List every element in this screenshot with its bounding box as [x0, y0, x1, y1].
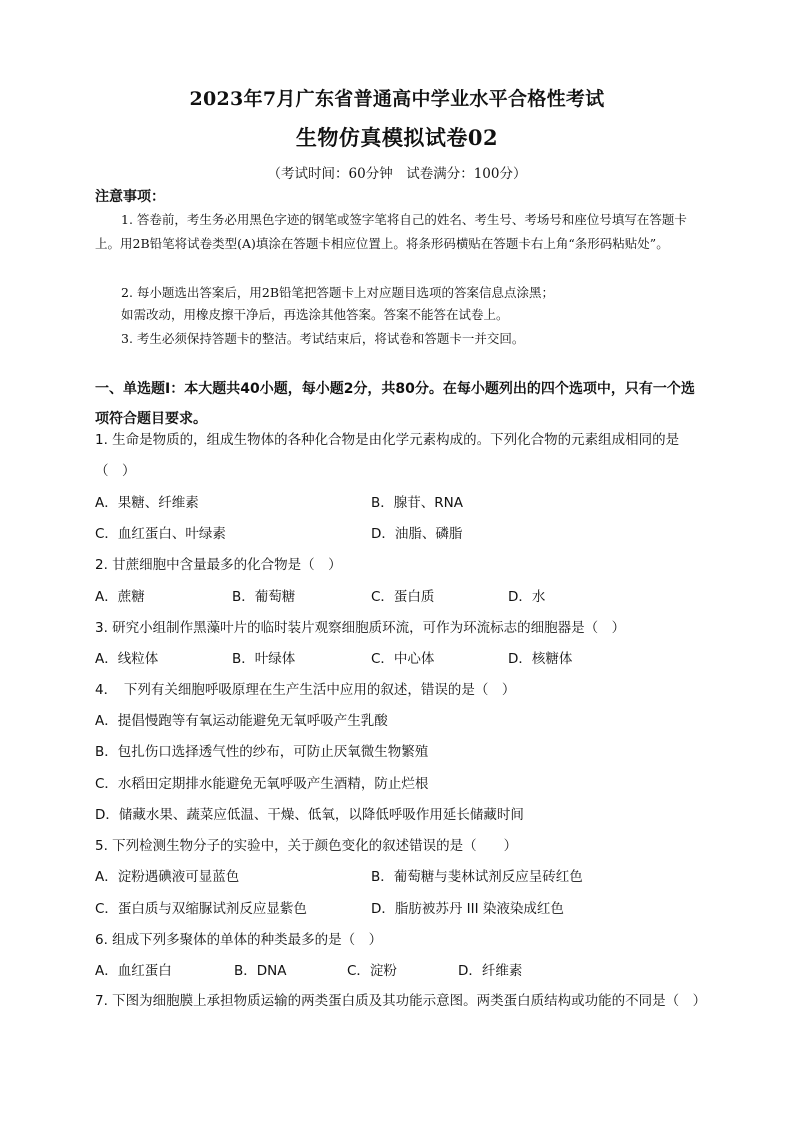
question-4-option-c: C．水稻田定期排水能避免无氧呼吸产生酒精，防止烂根 — [95, 776, 429, 792]
question-2-stem: 2. 甘蔗细胞中含量最多的化合物是（ ） — [95, 557, 342, 573]
note-item-1: 1. 答卷前，考生务必用黑色字迹的钢笔或签字笔将自己的姓名、考生号、考场号和座位号填写在答题卡上。用2B铅笔将试卷类型(A)填涂在答题卡相应位置上。将条形码横贴在答题卡右上角“条形码粘贴处”。 — [95, 212, 687, 251]
question-5-option-b: B．葡萄糖与斐林试剂反应呈砖红色 — [371, 869, 583, 885]
question-4-stem: 4． 下列有关细胞呼吸原理在生产生活中应用的叙述，错误的是（ ） — [95, 682, 516, 698]
question-6-option-c: C．淀粉 — [347, 963, 397, 979]
note-item-2: 2. 每小题选出答案后，用2B铅笔把答题卡上对应题目选项的答案信息点涂黑； — [121, 285, 555, 300]
question-2-option-c: C．蛋白质 — [371, 589, 435, 605]
question-4-option-d: D．储藏水果、蔬菜应低温、干燥、低氧，以降低呼吸作用延长储藏时间 — [95, 807, 524, 823]
question-6-option-a: A．血红蛋白 — [95, 963, 172, 979]
question-5-option-a: A．淀粉遇碘液可显蓝色 — [95, 869, 240, 885]
question-4-option-b: B．包扎伤口选择透气性的纱布，可防止厌氧微生物繁殖 — [95, 744, 429, 760]
question-6-option-d: D．纤维素 — [458, 963, 523, 979]
question-2-option-d: D．水 — [508, 589, 546, 605]
exam-info: （考试时间：60分钟 试卷满分：100分） — [267, 166, 527, 182]
question-2-option-b: B．葡萄糖 — [232, 589, 296, 605]
question-7-stem: 7. 下图为细胞膜上承担物质运输的两类蛋白质及其功能示意图。两类蛋白质结构或功能的不同是（ ） — [95, 993, 707, 1009]
question-1-option-c: C．血红蛋白、叶绿素 — [95, 526, 226, 542]
question-2-option-a: A．蔗糖 — [95, 589, 145, 605]
question-1-stem: 1. 生命是物质的，组成生物体的各种化合物是由化学元素构成的。下列化合物的元素组成相同的是（ ） — [95, 432, 680, 479]
notes-heading: 注意事项： — [95, 189, 165, 205]
question-3-option-d: D．核糖体 — [508, 651, 573, 667]
note-item-3: 3. 考生必须保持答题卡的整洁。考试结束后，将试卷和答题卡一并交回。 — [121, 331, 525, 346]
question-6-stem: 6. 组成下列多聚体的单体的种类最多的是（ ） — [95, 932, 383, 948]
question-5-option-c: C．蛋白质与双缩脲试剂反应显紫色 — [95, 901, 307, 917]
question-5-option-d: D．脂肪被苏丹 III 染液染成红色 — [371, 901, 564, 917]
question-3-stem: 3. 研究小组制作黑藻叶片的临时装片观察细胞质环流，可作为环流标志的细胞器是（ ） — [95, 620, 626, 636]
question-1-option-d: D．油脂、磷脂 — [371, 526, 463, 542]
section-heading: 一、单选题I：本大题共40小题，每小题2分，共80分。在每小题列出的四个选项中，只有一个选项符合题目要求。 — [95, 381, 695, 427]
question-4-option-a: A．提倡慢跑等有氧运动能避免无氧呼吸产生乳酸 — [95, 713, 388, 729]
note-item-2-continued: 如需改动，用橡皮擦干净后，再选涂其他答案。答案不能答在试卷上。 — [121, 307, 509, 322]
question-1-option-b: B．腺苷、RNA — [371, 495, 463, 511]
question-3-option-c: C．中心体 — [371, 651, 435, 667]
question-1-option-a: A．果糖、纤维素 — [95, 495, 199, 511]
question-3-option-a: A．线粒体 — [95, 651, 159, 667]
question-6-option-b: B．DNA — [234, 963, 287, 979]
exam-title-line1: 2023年7月广东省普通高中学业水平合格性考试 — [189, 88, 605, 110]
question-5-stem: 5. 下列检测生物分子的实验中，关于颜色变化的叙述错误的是（ ） — [95, 838, 518, 854]
question-3-option-b: B．叶绿体 — [232, 651, 296, 667]
exam-title-line2: 生物仿真模拟试卷02 — [295, 125, 499, 150]
